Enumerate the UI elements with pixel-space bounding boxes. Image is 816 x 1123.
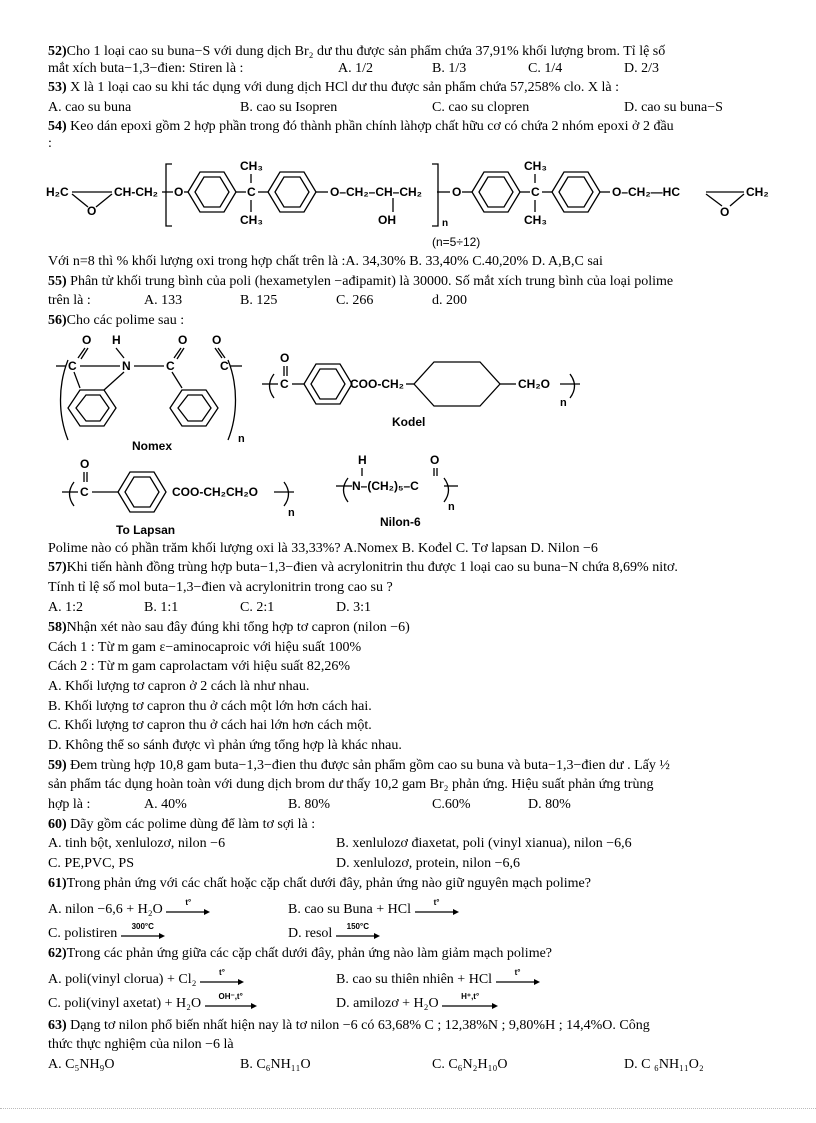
nilon-h: H (358, 453, 367, 467)
q63-option-a: A. C₅NH₉O (48, 1057, 115, 1072)
nilon-o: O (430, 453, 440, 467)
epoxy-c2-label: C (531, 185, 540, 199)
q57-line1: 57)Khi tiến hành đồng trùng hợp buta−1,3−đien và acrylonitrin thu được 1 loại cao su buna−N chứa 8,69% nitơ. (48, 560, 678, 575)
q53-line1: 53) X là 1 loại cao su khi tác dụng với dung dịch HCl dư thu được sản phẩm chứa 57,258% clo. X là : (48, 80, 620, 95)
kodel-c: C (280, 377, 289, 391)
reaction-arrow-icon: 150°C (336, 928, 380, 940)
q54-line2: Với n=8 thì % khối lượng oxi trong hợp chất trên là :A. 34,30% B. 33,40% C.40,20% D. A,B,C sai (48, 254, 603, 269)
q59-option-c: C.60% (432, 797, 471, 812)
q61-option-a: A. nilon −6,6 + H₂O t° (48, 902, 210, 918)
kodel-coo: COO-CH₂ (350, 377, 404, 391)
kodel-o: O (280, 351, 290, 365)
q53-option-b: B. cao su Isopren (240, 100, 338, 115)
reaction-arrow-icon: OH⁻,t° (205, 998, 257, 1010)
lapsan-n: n (288, 507, 295, 519)
kodel-n: n (560, 397, 567, 409)
q60-option-d: D. xenlulozơ, protein, nilon −6,6 (336, 856, 521, 871)
nomex-n-sub: n (238, 433, 245, 445)
q52-option-a: A. 1/2 (338, 61, 373, 76)
q53-option-c: C. cao su clopren (432, 100, 530, 115)
epoxy-ch3-bot1: CH₃ (240, 213, 263, 227)
q63-option-b: B. C₆NH₁₁O (240, 1057, 311, 1072)
q57-option-b: B. 1:1 (144, 600, 179, 615)
lapsan-label: To Lapsan (116, 523, 176, 537)
q53-option-d: D. cao su buna−S (624, 100, 723, 115)
q60-option-b: B. xenlulozơ điaxetat, poli (vinyl xianua), nilon −6,6 (336, 836, 632, 851)
nilon-n: n (448, 501, 455, 513)
q59-line3: hợp là : (48, 797, 91, 812)
q60-line1: 60) Dãy gồm các polime dùng để làm tơ sợi là : (48, 817, 316, 832)
q58-option-d: D. Không thể so sánh được vì phản ứng tổng hợp là khác nhau. (48, 738, 402, 753)
nomex-o3: O (212, 333, 222, 347)
q59-line2: sản phẩm tác dụng hoàn toàn với dung dịch brom dư thấy 10,2 gam Br₂ phản ứng. Hiệu suất phản ứng trùng (48, 777, 654, 792)
epoxy-chain-label: O–CH₂–CH–CH₂ (330, 185, 423, 199)
q63-option-c: C. C₆N₂H₁₀O (432, 1057, 508, 1072)
epoxy-c1-label: C (247, 185, 256, 199)
q57-line2: Tính tỉ lệ số mol buta−1,3−đien và acrylonitrin trong cao su ? (48, 580, 393, 595)
q63-line1: 63) Dạng tơ nilon phổ biến nhất hiện nay là tơ nilon −6 có 63,68% C ; 12,38%N ; 9,80%H ; 14,4%O. Công (48, 1018, 650, 1033)
lapsan-c: C (80, 485, 89, 499)
q52-option-b: B. 1/3 (432, 61, 467, 76)
page-bottom-divider (0, 1108, 816, 1109)
q61-option-b: B. cao su Buna + HCl t° (288, 902, 459, 918)
q59-option-a: A. 40% (144, 797, 187, 812)
q54-line1b: : (48, 136, 52, 151)
reaction-arrow-icon: t° (415, 904, 459, 916)
reaction-arrow-icon: 300°C (121, 928, 165, 940)
q60-option-a: A. tinh bột, xenlulozơ, nilon −6 (48, 836, 226, 851)
q58-c2: Cách 2 : Từ m gam caprolactam với hiệu suất 82,26% (48, 659, 351, 674)
nomex-c2: C (166, 359, 175, 373)
epoxy-ch-ch2-label: CH-CH₂ (114, 185, 158, 199)
nomex-n: N (122, 359, 131, 373)
q61-line1: 61)Trong phản ứng với các chất hoặc cặp chất dưới đây, phản ứng nào giữ nguyên mạch polime? (48, 876, 591, 891)
reaction-arrow-icon: t° (496, 974, 540, 986)
epoxy-oh-label: OH (378, 213, 396, 227)
q58-option-b: B. Khối lượng tơ capron thu ở cách một lớn hơn cách hai. (48, 699, 372, 714)
q52-line1: 52)Cho 1 loại cao su buna−S với dung dịch Br₂ dư thu được sản phẩm chứa 37,91% khối lượng brom. Tỉ lệ số (48, 44, 666, 59)
q63-line2: thức thực nghiệm của nilon −6 là (48, 1037, 234, 1052)
q55-line2: trên là : (48, 293, 91, 308)
epoxy-o4-label: O (720, 205, 730, 219)
q54-line1: 54) Keo dán epoxi gồm 2 hợp phần trong đó thành phần chính làhợp chất hữu cơ có chứa 2 nhóm epoxi ở 2 đầu (48, 119, 674, 134)
epoxy-n-label: n (442, 218, 449, 229)
epoxy-h2c-label: H₂C (46, 185, 69, 199)
q55-option-d: d. 200 (432, 293, 467, 308)
q59-option-d: D. 80% (528, 797, 571, 812)
q52-line2: mắt xích buta−1,3−đien: Stiren là : (48, 61, 244, 76)
nomex-o1: O (82, 333, 92, 347)
q59-option-b: B. 80% (288, 797, 330, 812)
epoxy-o1-label: O (87, 204, 97, 218)
q56-line1: 56)Cho các polime sau : (48, 313, 185, 328)
epoxy-o3-label: O (452, 185, 462, 199)
q62-option-b: B. cao su thiên nhiên + HCl t° (336, 972, 540, 988)
nomex-h: H (112, 333, 121, 347)
q62-option-d: D. amilozơ + H₂O H⁺,t° (336, 996, 498, 1012)
q62-option-a: A. poli(vinyl clorua) + Cl₂ t° (48, 972, 244, 988)
q53-option-a: A. cao su buna (48, 100, 132, 115)
q56-line2: Polime nào có phần trăm khối lượng oxi là 33,33%? A.Nomex B. Kođel C. Tơ lapsan D. Nilon −6 (48, 541, 598, 556)
epoxy-ch3-top1: CH₃ (240, 159, 263, 173)
q62-line1: 62)Trong các phản ứng giữa các cặp chất dưới đây, phản ứng nào làm giảm mạch polime? (48, 946, 553, 961)
q58-option-a: A. Khối lượng tơ capron ở 2 cách là như nhau. (48, 679, 310, 694)
q55-option-b: B. 125 (240, 293, 278, 308)
epoxy-ch2-end: CH₂ (746, 185, 769, 199)
q62-option-c: C. poli(vinyl axetat) + H₂O OH⁻,t° (48, 996, 257, 1012)
epoxy-n-range: (n=5÷12) (432, 235, 481, 249)
q57-option-c: C. 2:1 (240, 600, 275, 615)
reaction-arrow-icon: t° (166, 904, 210, 916)
lapsan-o: O (80, 457, 90, 471)
q58-line1: 58)Nhận xét nào sau đây đúng khi tổng hợp tơ capron (nilon −6) (48, 620, 410, 635)
q57-option-d: D. 3:1 (336, 600, 371, 615)
reaction-arrow-icon: H⁺,t° (442, 998, 498, 1010)
epoxy-ch3-top2: CH₃ (524, 159, 547, 173)
q61-option-c: C. polistiren 300°C (48, 926, 165, 942)
q58-option-c: C. Khối lượng tơ capron thu ở cách hai lớn hơn cách một. (48, 718, 372, 733)
kodel-label: Kodel (392, 415, 426, 429)
q63-option-d: D. C ₆NH₁₁O₂ (624, 1057, 704, 1072)
epoxy-o2-label: O (174, 185, 184, 199)
q55-option-c: C. 266 (336, 293, 374, 308)
reaction-arrow-icon: t° (200, 974, 244, 986)
lapsan-coo: COO-CH₂CH₂O (172, 485, 258, 499)
nomex-c3: C (220, 359, 229, 373)
nomex-c1: C (68, 359, 77, 373)
kodel-ch2o: CH₂O (518, 377, 550, 391)
epoxy-tail-label: O–CH₂—HC (612, 185, 681, 199)
nilon-label: Nilon-6 (380, 515, 421, 529)
nomex-label: Nomex (132, 439, 173, 453)
q61-option-d: D. resol 150°C (288, 926, 380, 942)
q58-c1: Cách 1 : Từ m gam ε−aminocaproic với hiệu suất 100% (48, 640, 362, 655)
epoxy-structure (40, 150, 780, 250)
q60-option-c: C. PE,PVC, PS (48, 856, 134, 871)
nilon-chain: N–(CH₂)₅–C (352, 479, 419, 493)
q52-option-d: D. 2/3 (624, 61, 659, 76)
q59-line1: 59) Đem trùng hợp 10,8 gam buta−1,3−đien thu được sản phẩm gồm cao su buna và buta−1,3−đien dư . Lấy ½ (48, 758, 670, 773)
q52-option-c: C. 1/4 (528, 61, 563, 76)
nomex-o2: O (178, 333, 188, 347)
q57-option-a: A. 1:2 (48, 600, 83, 615)
q55-option-a: A. 133 (144, 293, 183, 308)
epoxy-ch3-bot2: CH₃ (524, 213, 547, 227)
q55-line1: 55) Phân tử khối trung bình của poli (hexametylen −ađipamit) là 30000. Số mắt xích trung bình của loại polime (48, 274, 674, 289)
polymer-structures (40, 330, 780, 540)
